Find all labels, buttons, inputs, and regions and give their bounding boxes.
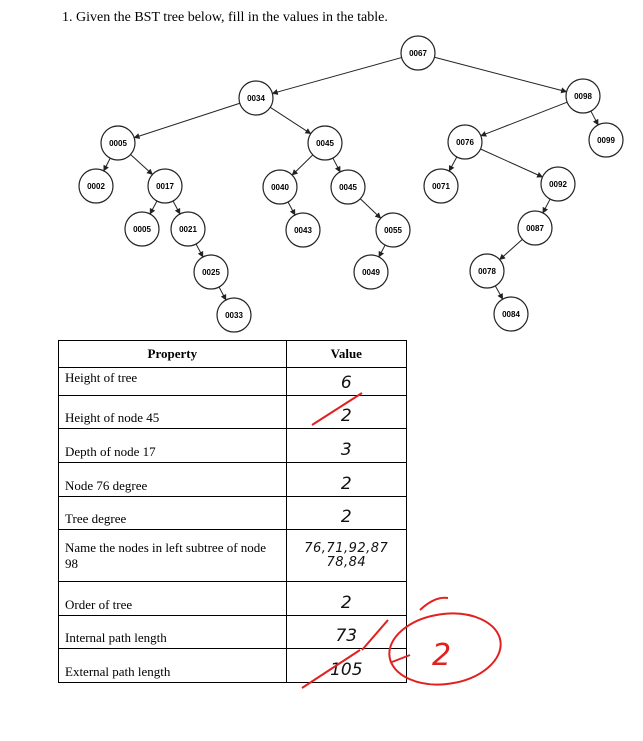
value-cell [286, 649, 406, 683]
table-row [59, 429, 407, 463]
value-cell [286, 396, 406, 429]
question-title: 1. Given the BST tree below, fill in the values in the table. [62, 10, 388, 25]
tree-edge [134, 103, 240, 137]
tree-node-label: 0098 [574, 92, 592, 101]
bst-diagram [0, 0, 643, 340]
table-row [59, 649, 407, 683]
value-cell [286, 582, 406, 616]
circle-tail [420, 598, 448, 610]
tree-edge [292, 155, 313, 175]
value-cell [286, 616, 406, 649]
tree-node-label: 0078 [478, 267, 496, 276]
tree-node [424, 169, 458, 203]
tree-node-label: 0045 [339, 183, 357, 192]
property-cell: Internal path length [59, 616, 287, 649]
tree-node [101, 126, 135, 160]
tree-node [331, 170, 365, 204]
handwritten-value: 2 [340, 507, 352, 528]
tree-node-label: 0076 [456, 138, 474, 147]
tree-edge [543, 199, 550, 213]
tree-node-label: 0099 [597, 136, 615, 145]
tree-node-label: 0084 [502, 310, 520, 319]
value-cell [286, 368, 406, 396]
tree-node-label: 0021 [179, 225, 197, 234]
score-mark: 2 [432, 638, 452, 673]
tree-node-label: 0092 [549, 180, 567, 189]
property-cell: Tree degree [59, 497, 287, 530]
tree-node [376, 213, 410, 247]
tree-node [518, 211, 552, 245]
tree-edge [173, 201, 180, 214]
table-row [59, 497, 407, 530]
tree-edge [333, 158, 340, 172]
tree-edge [495, 286, 502, 299]
tree-node-label: 0017 [156, 182, 174, 191]
tree-node-label: 0040 [271, 183, 289, 192]
tree-node-label: 0049 [362, 268, 380, 277]
tree-node [541, 167, 575, 201]
tree-node-label: 0034 [247, 94, 265, 103]
tree-node [566, 79, 600, 113]
tree-node-label: 0071 [432, 182, 450, 191]
tree-node-label: 0002 [87, 182, 105, 191]
table-row [59, 396, 407, 429]
value-cell [286, 429, 406, 463]
tree-edge [591, 111, 598, 125]
tree-node-label: 0005 [133, 225, 151, 234]
tree-edge [104, 158, 111, 171]
tree-edge [481, 102, 567, 136]
tree-node [239, 81, 273, 115]
handwritten-value: 76,71,92,87 [304, 540, 389, 556]
tree-node-label: 0067 [409, 49, 427, 58]
tree-node [79, 169, 113, 203]
tree-node [171, 212, 205, 246]
property-cell: Node 76 degree [59, 463, 287, 497]
handwritten-value: 73 [335, 626, 358, 647]
tree-node [308, 126, 342, 160]
tree-node [194, 255, 228, 289]
table-row [59, 368, 407, 396]
tree-node-label: 0045 [316, 139, 334, 148]
tree-node-label: 0055 [384, 226, 402, 235]
tree-node [589, 123, 623, 157]
tree-edge [449, 157, 457, 171]
tree-edge [219, 287, 226, 300]
handwritten-value: 3 [340, 440, 352, 461]
handwritten-value-line2: 78,84 [326, 554, 367, 570]
tree-node [470, 254, 504, 288]
property-cell: Order of tree [59, 582, 287, 616]
table-row [59, 463, 407, 497]
tree-edge [500, 239, 523, 259]
property-cell: External path length [59, 649, 287, 683]
value-cell [286, 463, 406, 497]
tree-node [217, 298, 251, 332]
tree-node-label: 0043 [294, 226, 312, 235]
tree-node [494, 297, 528, 331]
tree-node-label: 0033 [225, 311, 243, 320]
tree-edge [379, 245, 385, 257]
tree-edge [434, 57, 566, 91]
tree-node [286, 213, 320, 247]
tree-edge [150, 201, 157, 214]
tree-node [125, 212, 159, 246]
tree-node-label: 0005 [109, 139, 127, 148]
property-cell: Depth of node 17 [59, 429, 287, 463]
table-header-row [59, 341, 407, 368]
tree-edge [480, 149, 542, 177]
table-row [59, 530, 407, 582]
handwritten-value: 105 [330, 660, 363, 681]
handwritten-value: 2 [340, 593, 352, 614]
tree-node [148, 169, 182, 203]
handwritten-value: 2 [340, 474, 352, 495]
tree-node [263, 170, 297, 204]
tree-node-label: 0087 [526, 224, 544, 233]
table-row [59, 616, 407, 649]
tree-edge [196, 244, 203, 257]
tree-node [448, 125, 482, 159]
tree-edge [131, 154, 153, 174]
tree-node [354, 255, 388, 289]
handwritten-value: 2 [340, 406, 352, 427]
tree-edge [272, 58, 401, 94]
tree-node-label: 0025 [202, 268, 220, 277]
tree-edge [270, 107, 311, 133]
property-cell: Height of node 45 [59, 396, 287, 429]
tree-edge [288, 202, 295, 215]
value-cell [286, 530, 406, 582]
tree-edge [360, 199, 380, 219]
handwritten-value: 6 [340, 373, 352, 394]
tree-node [401, 36, 435, 70]
property-cell: Height of tree [59, 368, 287, 396]
property-table [58, 340, 407, 683]
property-header: Property [59, 341, 287, 368]
value-cell [286, 497, 406, 530]
property-cell: Name the nodes in left subtree of node 98 [59, 530, 287, 582]
table-row [59, 582, 407, 616]
value-header: Value [286, 341, 406, 368]
